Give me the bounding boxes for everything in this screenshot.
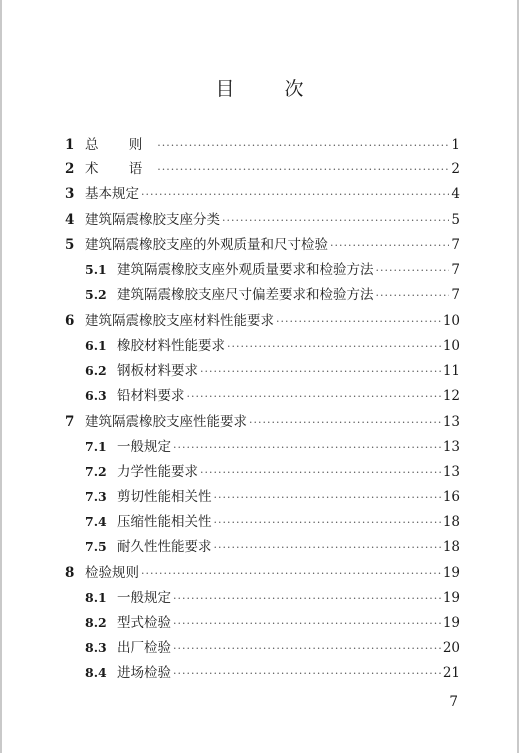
- toc-leader-dots: [376, 262, 450, 280]
- toc-entry-title: 一般规定: [117, 439, 171, 455]
- toc-entry-number: 7.1: [85, 439, 107, 454]
- toc-entry-number: 4: [65, 212, 75, 228]
- toc-entry-page: 4: [451, 186, 460, 202]
- toc-entry-title: 钢板材料要求: [117, 363, 198, 379]
- toc-entry-page: 5: [451, 212, 460, 228]
- toc-entry-page: 19: [442, 565, 460, 581]
- toc-entry-6-3[interactable]: [85, 387, 460, 405]
- toc-entry-6-1[interactable]: [85, 337, 460, 355]
- toc-entry-title: 检验规则: [85, 565, 139, 581]
- toc-entry-page: 18: [442, 514, 460, 530]
- toc-leader-dots: [330, 237, 449, 255]
- toc-entry-page: 13: [442, 439, 460, 455]
- toc-entry-number: 1: [65, 137, 75, 153]
- toc-entry-4[interactable]: [65, 211, 460, 229]
- toc-entry-number: 6.1: [85, 338, 107, 353]
- toc-entry-7-4[interactable]: [85, 513, 460, 531]
- toc-leader-dots: [214, 514, 441, 532]
- toc-entry-number: 5.2: [85, 287, 107, 302]
- toc-entry-number: 8.3: [85, 640, 107, 655]
- toc-entry-6[interactable]: [65, 312, 460, 330]
- toc-entry-8-1[interactable]: [85, 589, 460, 607]
- toc-leader-dots: [214, 539, 441, 557]
- toc-entry-number: 5: [65, 237, 75, 253]
- toc-entry-6-2[interactable]: [85, 362, 460, 380]
- toc-entry-number: 5.1: [85, 262, 107, 277]
- toc-entry-title: 进场检验: [117, 665, 171, 681]
- toc-entry-title: 剪切性能相关性: [117, 489, 212, 505]
- toc-entry-page: 7: [451, 287, 460, 303]
- toc-entry-page: 19: [442, 615, 460, 631]
- toc-entry-7-5[interactable]: [85, 538, 460, 556]
- toc-entry-title: 耐久性性能要求: [117, 539, 212, 555]
- toc-entry-title: 一般规定: [117, 590, 171, 606]
- toc-entry-5-2[interactable]: [85, 286, 460, 304]
- toc-entry-number: 7.5: [85, 539, 107, 554]
- toc-entry-8-4[interactable]: [85, 664, 460, 682]
- toc-leader-dots: [227, 338, 441, 356]
- toc-entry-5[interactable]: [65, 236, 460, 254]
- toc-leader-dots: [222, 212, 449, 230]
- toc-leader-dots: [214, 489, 441, 507]
- toc-leader-dots: [173, 615, 441, 633]
- toc-entry-title: 建筑隔震橡胶支座性能要求: [85, 414, 247, 430]
- toc-entry-7-1[interactable]: [85, 438, 460, 456]
- toc-entry-title: 建筑隔震橡胶支座分类: [85, 212, 220, 228]
- toc-entry-title: 出厂检验: [117, 640, 171, 656]
- table-of-contents: [2, 0, 517, 753]
- toc-entry-title: 建筑隔震橡胶支座外观质量要求和检验方法: [117, 262, 374, 278]
- toc-leader-dots: [249, 414, 441, 432]
- toc-leader-dots: [187, 388, 441, 406]
- toc-entry-title: 橡胶材料性能要求: [117, 338, 225, 354]
- toc-leader-dots: [200, 464, 441, 482]
- toc-entry-page: 11: [442, 363, 460, 379]
- toc-entry-number: 8.2: [85, 615, 107, 630]
- toc-entry-7-3[interactable]: [85, 488, 460, 506]
- toc-entry-title: 术 语: [85, 161, 156, 177]
- toc-entry-number: 2: [65, 161, 75, 177]
- toc-entry-page: 18: [442, 539, 460, 555]
- toc-entry-number: 7.4: [85, 514, 107, 529]
- toc-entry-title: 压缩性能相关性: [117, 514, 212, 530]
- toc-entry-title: 总 则: [85, 137, 156, 153]
- toc-entry-1[interactable]: [65, 136, 460, 154]
- toc-entry-2[interactable]: [65, 160, 460, 178]
- toc-entry-page: 16: [442, 489, 460, 505]
- toc-entry-page: 7: [451, 262, 460, 278]
- toc-entry-title: 建筑隔震橡胶支座尺寸偏差要求和检验方法: [117, 287, 374, 303]
- toc-entry-title: 铅材料要求: [117, 388, 185, 404]
- toc-leader-dots: [276, 313, 441, 331]
- toc-leader-dots: [376, 287, 450, 305]
- toc-entry-number: 6.2: [85, 363, 107, 378]
- toc-entry-page: 10: [442, 338, 460, 354]
- toc-entry-5-1[interactable]: [85, 261, 460, 279]
- toc-entry-page: 7: [451, 237, 460, 253]
- toc-entry-title: 建筑隔震橡胶支座的外观质量和尺寸检验: [85, 237, 328, 253]
- toc-leader-dots: [173, 640, 441, 658]
- toc-entry-page: 13: [442, 414, 460, 430]
- toc-entry-number: 3: [65, 186, 75, 202]
- toc-entry-number: 6: [65, 313, 75, 329]
- toc-entry-number: 8.4: [85, 665, 107, 680]
- toc-entry-8-3[interactable]: [85, 639, 460, 657]
- toc-entry-page: 12: [442, 388, 460, 404]
- toc-entry-number: 7: [65, 414, 75, 430]
- toc-entry-3[interactable]: [65, 185, 460, 203]
- toc-entry-page: 19: [442, 590, 460, 606]
- toc-entry-number: 8: [65, 565, 75, 581]
- toc-entry-page: 2: [451, 161, 460, 177]
- toc-leader-dots: [173, 439, 441, 457]
- toc-title: 目 次: [215, 78, 326, 100]
- toc-leader-dots: [141, 186, 449, 204]
- page-number: 7: [449, 694, 458, 710]
- toc-entry-title: 建筑隔震橡胶支座材料性能要求: [85, 313, 274, 329]
- toc-entry-page: 21: [442, 665, 460, 681]
- toc-entry-number: 6.3: [85, 388, 107, 403]
- toc-leader-dots: [141, 565, 441, 583]
- toc-leader-dots: [173, 590, 441, 608]
- toc-leader-dots: [200, 363, 441, 381]
- toc-entry-page: 13: [442, 464, 460, 480]
- toc-entry-page: 10: [442, 313, 460, 329]
- toc-entry-number: 7.2: [85, 464, 107, 479]
- toc-entry-page: 20: [442, 640, 460, 656]
- toc-entry-title: 力学性能要求: [117, 464, 198, 480]
- toc-leader-dots: [173, 665, 441, 683]
- toc-entry-7[interactable]: [65, 413, 460, 431]
- toc-entry-number: 7.3: [85, 489, 107, 504]
- toc-leader-dots: [157, 137, 449, 155]
- toc-leader-dots: [157, 161, 449, 179]
- toc-entry-title: 基本规定: [85, 186, 139, 202]
- toc-entry-8-2[interactable]: [85, 614, 460, 632]
- toc-entry-7-2[interactable]: [85, 463, 460, 481]
- toc-entry-8[interactable]: [65, 564, 460, 582]
- toc-entry-number: 8.1: [85, 590, 107, 605]
- toc-entry-title: 型式检验: [117, 615, 171, 631]
- toc-entry-page: 1: [451, 137, 460, 153]
